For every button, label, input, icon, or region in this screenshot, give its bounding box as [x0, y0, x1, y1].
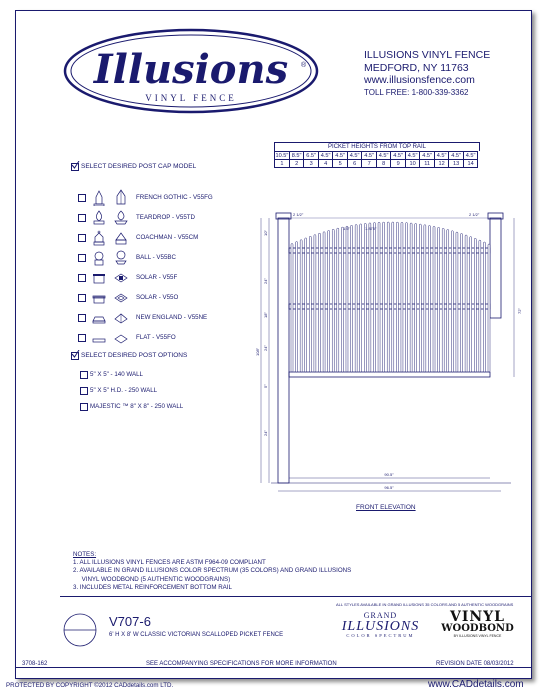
picket-number-cell: 11: [420, 160, 435, 168]
picket: [451, 231, 453, 372]
post-cap-label: TEARDROP - V55TD: [136, 214, 196, 221]
post-cap-label: SOLAR - V55F: [136, 274, 178, 281]
picket: [369, 223, 371, 372]
svg-text:2 1/2": 2 1/2": [469, 212, 480, 217]
post-option-checkbox[interactable]: [80, 371, 88, 379]
flat-cap-top-icon: [113, 328, 129, 346]
post-option-checkbox[interactable]: [80, 387, 88, 395]
post-cap-checkbox[interactable]: [78, 194, 86, 202]
logo-text: Illusions: [93, 46, 289, 93]
vinyl-woodbond-logo: VINYL WOODBOND BY ILLUSIONS VINYL FENCE: [441, 609, 514, 638]
svg-text:1.5": 1.5": [343, 226, 350, 231]
picket: [323, 232, 325, 372]
picket: [305, 238, 307, 372]
post-option-label: 5" X 5" H.D. - 250 WALL: [90, 387, 158, 394]
post-option-label: MAJESTIC ™ 8" X 8" - 250 WALL: [90, 403, 184, 410]
picket-height-cell: 4.5": [362, 152, 377, 160]
drawing-number: 3708-162: [22, 661, 48, 667]
picket-number-cell: 9: [391, 160, 406, 168]
post-cap-checkbox[interactable]: [78, 214, 86, 222]
svg-text:24": 24": [263, 278, 268, 284]
picket: [470, 237, 472, 372]
picket: [483, 242, 485, 372]
notes-block: [73, 551, 351, 592]
company-name: ILLUSIONS VINYL FENCE: [364, 49, 491, 61]
svg-text:2 1/2": 2 1/2": [293, 212, 304, 217]
svg-text:72": 72": [517, 308, 522, 314]
picket: [364, 223, 366, 372]
picket: [360, 224, 362, 372]
svg-text:10": 10": [263, 230, 268, 236]
picket: [392, 222, 394, 372]
note-line: 3. INCLUDES METAL REINFORCEMENT BOTTOM RAIL: [73, 583, 232, 591]
picket: [438, 227, 440, 372]
picket-height-cell: 6.5": [304, 152, 319, 160]
post-cap-heading: SELECT DESIRED POST CAP MODEL: [81, 163, 197, 170]
post-cap-checkbox[interactable]: [78, 254, 86, 262]
picket: [474, 238, 476, 372]
picket-height-cell: 4.5": [347, 152, 362, 160]
picket: [328, 230, 330, 372]
picket: [488, 244, 490, 372]
picket: [419, 224, 421, 372]
picket-height-cell: 4.5": [434, 152, 449, 160]
picket-height-cell: 10.5": [275, 152, 289, 159]
svg-text:5": 5": [263, 384, 268, 388]
post-cap-checkbox[interactable]: [78, 334, 86, 342]
picket: [378, 222, 380, 372]
french-gothic-cap-top-icon: [113, 188, 129, 206]
copyright-notice: PROTECTED BY COPYRIGHT ©2012 CADdetails.com LTD.: [6, 682, 174, 689]
picket-height-cell: 4.5": [420, 152, 435, 160]
note-line: 2. AVAILABLE IN GRAND ILLUSIONS COLOR SPECTRUM (35 COLORS) AND GRAND ILLUSIONS: [73, 567, 352, 575]
picket: [332, 229, 334, 372]
picket: [401, 222, 403, 372]
post-cap-label: BALL - V55BC: [136, 254, 177, 261]
right-post: [490, 218, 501, 318]
company-info: [364, 49, 490, 99]
picket: [291, 244, 293, 372]
svg-text:96.5": 96.5": [384, 485, 394, 490]
coachman-cap-top-icon: [113, 228, 129, 246]
svg-text:1.875": 1.875": [365, 226, 377, 231]
solar-o-cap-top-icon: [113, 288, 129, 306]
illusions-logo: [63, 27, 323, 117]
picket-number-cell: 2: [289, 160, 304, 168]
picket-heights-row: [275, 152, 478, 160]
bottom-rail: [289, 372, 490, 377]
picket: [461, 233, 463, 372]
picket: [415, 223, 417, 372]
pickets: [291, 222, 490, 372]
picket-height-cell: 4.5": [405, 152, 420, 160]
footer-rule: [16, 667, 531, 668]
picket: [410, 223, 412, 372]
svg-text:24": 24": [263, 430, 268, 436]
fence-elevation-drawing: [231, 196, 531, 506]
company-city: MEDFORD, NY 11763: [364, 61, 469, 74]
logo-subtext: VINYL FENCE: [145, 93, 237, 103]
notes-heading: NOTES:: [73, 551, 97, 558]
picket: [346, 226, 348, 372]
solar-o-cap-icon: [91, 288, 107, 306]
post-cap-label: FRENCH GOTHIC - V55FG: [136, 194, 213, 201]
picket-number-cell: 7: [362, 160, 377, 168]
teardrop-cap-top-icon: [113, 208, 129, 226]
caddetails-site[interactable]: www.CADdetails.com: [428, 679, 524, 690]
grand-illusions-logo: GRAND ILLUSIONS COLOR SPECTRUM: [341, 611, 420, 638]
solar-f-cap-icon: [91, 268, 107, 286]
picket-number-cell: 3: [304, 160, 319, 168]
picket: [383, 222, 385, 372]
picket-number-cell: 13: [449, 160, 464, 168]
ball-cap-icon: [91, 248, 107, 266]
picket-number-cell: 10: [405, 160, 420, 168]
coachman-cap-icon: [91, 228, 107, 246]
new-england-cap-top-icon: [113, 308, 129, 326]
post-cap-checkbox[interactable]: [78, 314, 86, 322]
post-cap-label: NEW ENGLAND - V55NE: [136, 314, 208, 321]
picket-number-cell: 14: [463, 160, 478, 168]
solar-f-cap-top-icon: [113, 268, 129, 286]
picket-height-cell: 4.5": [449, 152, 464, 160]
company-website[interactable]: www.illusionsfence.com: [364, 74, 475, 86]
front-elevation-label: FRONT ELEVATION: [356, 504, 416, 511]
picket-number-cell: 4: [318, 160, 333, 168]
picket-heights-table: [274, 142, 480, 168]
picket: [300, 240, 302, 372]
picket-height-cell: 4.5": [318, 152, 333, 160]
post-cap-checkbox[interactable]: [78, 294, 86, 302]
picket: [479, 240, 481, 372]
post-cap-checkbox[interactable]: [78, 274, 86, 282]
picket: [447, 229, 449, 372]
section-symbol: [62, 601, 102, 661]
post-cap-label: COACHMAN - V55CM: [136, 234, 199, 241]
picket: [296, 242, 298, 372]
styles-note: ALL STYLES AVAILABLE IN GRAND ILLUSIONS 35 COLORS AND 5 AUTHENTIC WOODGRAINS: [336, 602, 514, 607]
picket-height-cell: 8.5": [289, 152, 304, 160]
svg-text:18": 18": [263, 312, 268, 318]
picket: [406, 223, 408, 372]
picket: [442, 228, 444, 372]
model-description: 6' H X 8' W CLASSIC VICTORIAN SCALLOPED PICKET FENCE: [109, 632, 284, 638]
picket: [314, 235, 316, 372]
ball-cap-top-icon: [113, 248, 129, 266]
picket-table-title: PICKET HEIGHTS FROM TOP RAIL: [274, 142, 480, 151]
left-post: [278, 218, 289, 483]
picket: [373, 223, 375, 372]
teardrop-cap-icon: [91, 208, 107, 226]
picket: [309, 236, 311, 372]
svg-text:108": 108": [255, 347, 260, 356]
picket-height-cell: 4.5": [463, 152, 478, 160]
revision-date: REVISION DATE 08/03/2012: [436, 661, 514, 667]
picket: [428, 225, 430, 372]
drawing-sheet: [15, 10, 532, 679]
model-number: V707-6: [109, 614, 151, 629]
picket-number-cell: 5: [333, 160, 348, 168]
picket-numbers-row: [275, 160, 478, 168]
company-toll-free: TOLL FREE: 1-800-339-3362: [364, 87, 469, 97]
picket: [318, 233, 320, 372]
post-cap-label: FLAT - V55FO: [136, 334, 176, 341]
picket-height-cell: 4.5": [333, 152, 348, 160]
svg-text:24": 24": [263, 345, 268, 351]
picket: [396, 222, 398, 372]
picket: [341, 227, 343, 372]
post-option-checkbox[interactable]: [80, 403, 88, 411]
picket-number-cell: 6: [347, 160, 362, 168]
note-line: VINYL WOODBOND (5 AUTHENTIC WOODGRAINS): [73, 575, 231, 583]
picket: [351, 225, 353, 372]
picket: [424, 225, 426, 372]
specifications-note: SEE ACCOMPANYING SPECIFICATIONS FOR MORE INFORMATION: [146, 661, 337, 667]
picket-number-cell: 8: [376, 160, 391, 168]
flat-cap-icon: [91, 328, 107, 346]
new-england-cap-icon: [91, 308, 107, 326]
picket: [387, 222, 389, 372]
picket: [433, 226, 435, 372]
picket: [337, 228, 339, 372]
note-line: 1. ALL ILLUSIONS VINYL FENCES ARE ASTM F964-09 COMPLIANT: [73, 559, 266, 567]
picket: [465, 235, 467, 372]
title-block-top-rule: [60, 596, 531, 597]
svg-text:90.5": 90.5": [384, 472, 394, 477]
post-cap-label: SOLAR - V55O: [136, 294, 179, 301]
picket-number-cell: 12: [434, 160, 449, 168]
picket: [456, 232, 458, 372]
post-option-label: 5" X 5" - 140 WALL: [90, 371, 144, 378]
picket: [355, 225, 357, 372]
post-options-heading: SELECT DESIRED POST OPTIONS: [81, 352, 188, 359]
french-gothic-cap-icon: [91, 188, 107, 206]
svg-text:®: ®: [301, 62, 307, 69]
picket-number-cell: 1: [275, 160, 290, 168]
post-cap-checkbox[interactable]: [78, 234, 86, 242]
picket-height-cell: 4.5": [391, 152, 406, 160]
picket-height-cell: 4.5": [376, 152, 391, 160]
